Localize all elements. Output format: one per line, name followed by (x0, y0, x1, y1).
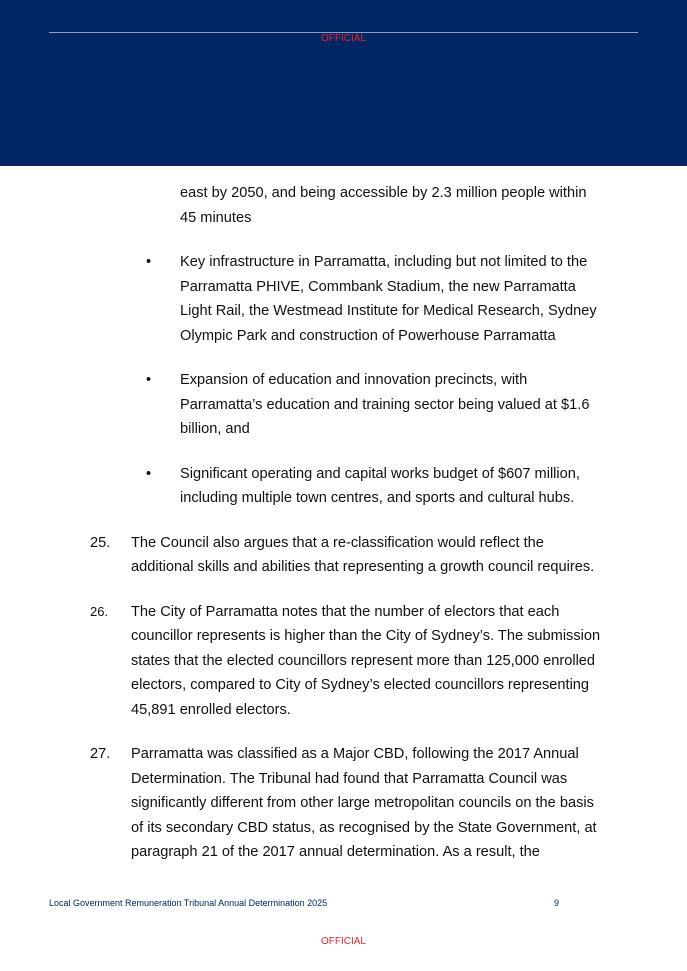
paragraph-number: 26. (90, 603, 109, 619)
paragraph-text: The City of Parramatta notes that the number of electors that each councillor represents is higher than the City of Sydney’s. The submission states that the elected councillors represent more than 125,000 enrolled electors, compared to City of Sydney’s elected councillors representing 45,891 enrolled electors. (131, 603, 601, 718)
classification-label-top: OFFICIAL (320, 33, 366, 44)
bullet-marker: • (146, 254, 152, 270)
bullet-text: Key infrastructure in Parramatta, including but not limited to the Parramatta PHIVE, Commbank Stadium, the new Parramatta Light Rail, the Westmead Institute for Medical Research, Sydney Olympic Park and construction of Powerhouse Parramatta (180, 254, 597, 344)
paragraph-text: Parramatta was classified as a Major CBD, following the 2017 Annual Determination. The Tribunal had found that Parramatta Council was significantly different from other large metropolitan councils on the basis of its secondary CBD status, as recognised by the State Government, at paragraph 21 of the 2017 annual determination. As a result, the (131, 746, 597, 860)
document-body (0, 181, 687, 885)
paragraph-text: The Council also argues that a re-classification would reflect the additional skills and abilities that representing a growth council requires. (131, 534, 595, 575)
paragraph-number: 25. (90, 534, 111, 551)
page-number: 9 (553, 898, 559, 908)
bullet-marker: • (146, 465, 152, 482)
numbered-paragraph (90, 742, 601, 865)
bullet-list (0, 250, 687, 511)
classification-label-bottom: OFFICIAL (320, 936, 366, 947)
numbered-paragraph (90, 600, 601, 723)
bullet-marker: • (146, 372, 152, 388)
continued-text: east by 2050, and being accessible by 2.3 million people within 45 minutes (180, 185, 587, 226)
numbered-paragraph (90, 531, 601, 580)
paragraph-number: 27. (90, 746, 111, 762)
list-item (146, 368, 600, 442)
header-banner (0, 0, 687, 166)
list-item (146, 250, 600, 348)
footer-title: Local Government Remuneration Tribunal Annual Determination 2025 (49, 898, 328, 908)
bullet-text: Expansion of education and innovation precincts, with Parramatta’s education and training sector being valued at $1.6 billion, and (180, 372, 590, 437)
bullet-text: Significant operating and capital works budget of $607 million, including multiple town centres, and sports and cultural hubs. (180, 465, 580, 506)
list-item (146, 462, 600, 511)
page-footer (49, 898, 559, 908)
